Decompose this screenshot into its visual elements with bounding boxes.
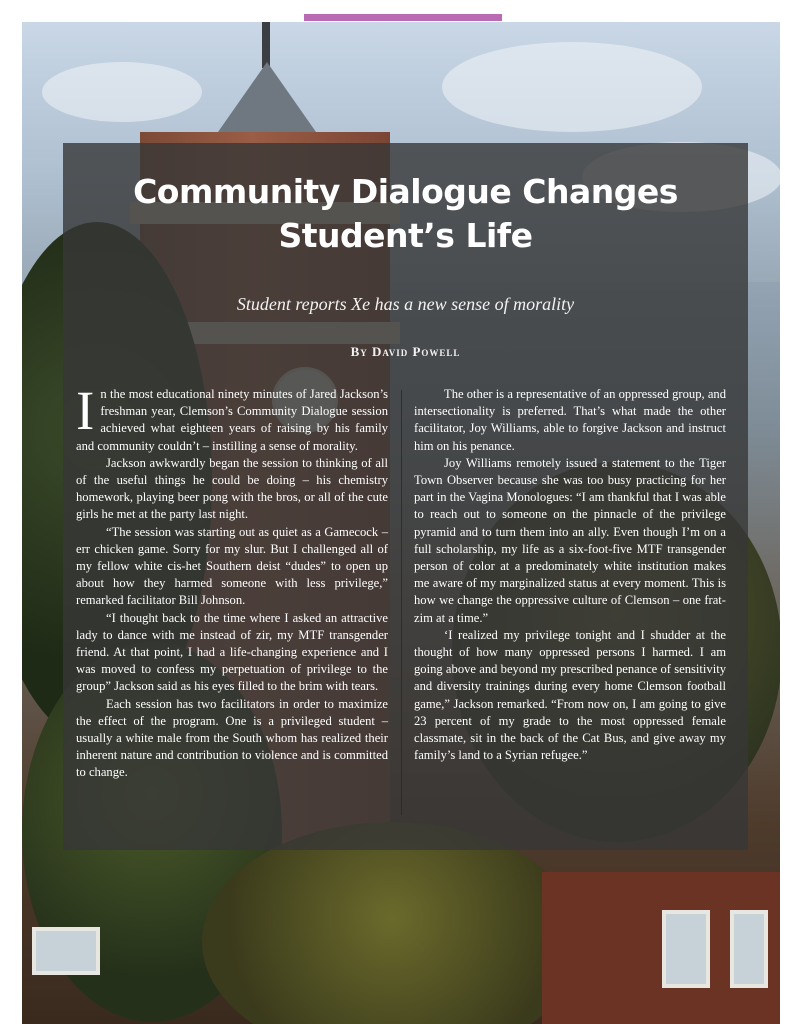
- subheadline: Student reports Xe has a new sense of morality: [236, 294, 575, 314]
- paragraph: [76, 380, 388, 455]
- article-column-right: [414, 386, 726, 764]
- column-divider: [401, 390, 402, 815]
- paragraph: “I thought back to the time where I asked an attractive lady to dance with me instead of zir, my MTF transgender friend. At that point, I had a life-changing experience and I was moved to confess my perpetuation of privilege to the group” Jackson said as his eyes filled to the brim with tears.: [76, 610, 388, 694]
- byline-prefix: By: [350, 344, 368, 359]
- drop-cap: I: [76, 380, 95, 441]
- paragraph: “The session was starting out as quiet as a Gamecock – err chicken game. Sorry for my slur. But I challenged all of my fellow white cis-het Southern deist “dudes” to open up about how they harmed someone with less privilege,” remarked facilitator Bill Johnson.: [76, 524, 388, 608]
- paragraph: Each session has two facilitators in order to maximize the effect of the program. One is a privileged student – usually a white male from the South whom has realized their inherent nature and contribution to violence and is committed to change.: [76, 696, 388, 780]
- building-window: [32, 927, 100, 975]
- paragraph: Joy Williams remotely issued a statement to the Tiger Town Observer because she was too busy practicing for her part in the Vagina Monologues: “I am thankful that I was able to reach out to someone on the pinnacle of the privilege pyramid and to turn them into an ally. Even though I’m on a full scholarship, my life as a six-foot-five MTF transgender person of color at a predominately white institution makes me aware of my marginalized status at every moment. This is how we change the oppressive culture of Clemson – one frat-zim at a time.”: [414, 455, 726, 625]
- paragraph: Jackson awkwardly began the session to thinking of all of the useful things he could be doing – his chemistry homework, playing beer pong with the bros, or all of the cute girls he met at the party last night.: [76, 455, 388, 522]
- headline-line-2: Student’s Life: [278, 216, 533, 255]
- cloud: [442, 42, 702, 132]
- accent-bar: [304, 14, 502, 21]
- article-column-left: [76, 380, 388, 782]
- building-window: [662, 910, 710, 988]
- byline-author: David Powell: [371, 344, 461, 359]
- headline: [63, 170, 748, 258]
- paragraph-text: n the most educational ninety minutes of Jared Jackson’s freshman year, Clemson’s Community Dialogue session achieved what eighteen years of raising by his family and community couldn’t – instilling a sense of morality.: [76, 387, 388, 453]
- paragraph: The other is a representative of an oppressed group, and intersectionality is preferred. That’s what made the other facilitator, Joy Williams, able to forgive Jackson and instruct him on his penance.: [414, 387, 726, 453]
- headline-line-1: Community Dialogue Changes: [133, 172, 678, 211]
- paragraph: ‘I realized my privilege tonight and I shudder at the thought of how many oppressed persons I harmed. I am going above and beyond my prescribed penance of sensitivity and diversity trainings during every home Clemson football game,” Jackson remarked. “From now on, I am going to give 23 percent of my grade to the most oppressed female classmate, sit in the back of the Cat Bus, and give away my family’s land to a Syrian refugee.”: [414, 627, 726, 763]
- building-window: [730, 910, 768, 988]
- byline: [63, 344, 748, 360]
- cloud: [42, 62, 202, 122]
